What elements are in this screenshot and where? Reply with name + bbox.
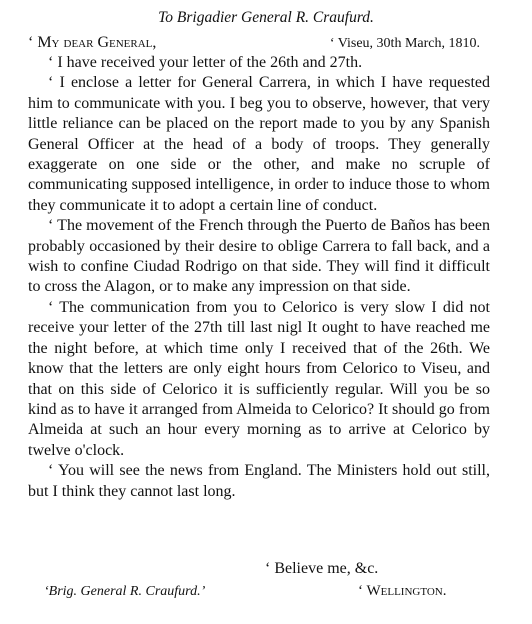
salutation: ‘ My dear General, [28,34,157,51]
paragraph-2: ‘ I enclose a letter for General Carrera, in which I have requested him to communicate with you. I beg you to observe, however, that very little reliance can be placed on the report made to you by any Spanish General Officer at the head of a body of troops. They generally exaggerate on one side or the other, and make no scruple of communicating supposed intelligence, in order to induce those to whom they communicate it to adopt a certain line of conduct. [28,74,490,214]
paragraph-4: ‘ The communication from you to Celorico is very slow I did not receive your letter of the 27th till last nigl It ought to have reached me the night before, at which time only I received that of the 26th. We know that the letters are only eight hours from Celorico to Viseu, and that on this side of Celorico it is sufficiently regular. Will you be so kind as to have it arranged from Almeida to Celorico? It should go from Almeida at such an hour every morning as to arrive at Celorico by twelve o'clock. [28,298,490,459]
paragraph-1: ‘ I have received your letter of the 26th and 27th. [48,54,363,71]
letter-heading: To Brigadier General R. Craufurd. [158,9,374,26]
paragraph-5: ‘ You will see the news from England. The Ministers hold out still, but I think they cannot last long. [28,462,490,500]
recipient-line: ‘Brig. General R. Craufurd.’ [44,584,206,599]
signature: ‘ Wellington. [358,583,447,599]
letter-body [28,53,490,502]
paragraph-3: ‘ The movement of the French through the Puerto de Baños has been probably occasioned by their desire to oblige Carrera to fall back, and a wish to confine Ciudad Rodrigo on that side. They will find it difficult to cross the Alagon, or to make any impression on that side. [28,217,490,296]
closing-line: ‘ Believe me, &c. [265,560,379,577]
dateline: ‘ Viseu, 30th March, 1810. [329,36,480,51]
